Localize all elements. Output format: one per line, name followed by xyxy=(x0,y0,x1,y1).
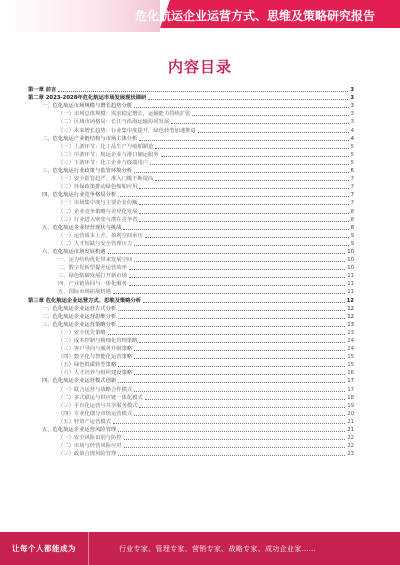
toc-leader-dots xyxy=(139,213,348,214)
toc-leader-dots xyxy=(118,455,345,456)
toc-leader-dots xyxy=(129,277,345,278)
toc-entry[interactable] xyxy=(28,402,354,410)
toc-entry-text: （二）中游环节：航运企业与港口储运服务 xyxy=(58,151,159,158)
toc-entry[interactable] xyxy=(28,394,354,402)
toc-entry[interactable] xyxy=(28,369,354,377)
toc-entry-text: （三）下游环节：化工企业与终端用户 xyxy=(58,159,149,166)
toc-page-number: 6 xyxy=(350,168,354,175)
toc-entry[interactable] xyxy=(28,135,354,143)
toc-page-number: 5 xyxy=(350,159,354,166)
toc-page-number: 11 xyxy=(347,273,354,280)
toc-page-number: 20 xyxy=(347,410,354,417)
footer-slogan: 行业专家、管理专家、营销专家、战略专家、成功企业家…… xyxy=(119,544,317,553)
toc-entry-text: （二）市场与经营风险应对 xyxy=(58,443,122,450)
toc-entry[interactable] xyxy=(28,126,354,134)
toc-leader-dots xyxy=(118,366,345,367)
toc-leader-dots xyxy=(134,350,345,351)
toc-entry[interactable] xyxy=(28,216,354,224)
toc-entry[interactable] xyxy=(28,426,354,434)
toc-entry[interactable] xyxy=(28,183,354,191)
toc-page-number: 17 xyxy=(347,378,354,385)
toc-page-number: 14 xyxy=(347,346,354,353)
toc-leader-dots xyxy=(145,399,345,400)
toc-page-number: 7 xyxy=(350,184,354,191)
toc-entry[interactable] xyxy=(28,159,354,167)
toc-entry[interactable] xyxy=(28,321,354,329)
toc-entry-text: （二）多式联运与供应链一体化模式 xyxy=(58,394,143,401)
toc-page-number: 4 xyxy=(350,127,354,134)
toc-leader-dots xyxy=(161,156,349,157)
toc-entry[interactable] xyxy=(28,337,354,345)
toc-leader-dots xyxy=(134,245,348,246)
toc-page-number: 7 xyxy=(350,176,354,183)
toc-leader-dots xyxy=(139,188,348,189)
toc-page-number: 22 xyxy=(347,435,354,442)
toc-entry-text: （一）市场集中度与主要企业份额 xyxy=(58,200,138,207)
toc-entry[interactable] xyxy=(28,175,354,183)
toc-entry[interactable] xyxy=(28,442,354,450)
toc-leader-dots xyxy=(134,172,349,173)
toc-leader-dots xyxy=(139,140,348,141)
toc-entry[interactable] xyxy=(28,361,354,369)
toc-entry[interactable] xyxy=(28,272,354,280)
toc-entry-text: 二、危化航运产业链结构与市场主体分析 xyxy=(42,135,138,142)
toc-entry[interactable] xyxy=(28,151,354,159)
toc-leader-dots xyxy=(113,293,345,294)
toc-page-number: 15 xyxy=(347,362,354,369)
toc-entry-text: （四）专业化细分市场运营模式 xyxy=(58,410,133,417)
toc-page-number: 7 xyxy=(350,192,354,199)
toc-leader-dots xyxy=(123,229,348,230)
toc-entry[interactable] xyxy=(28,118,354,126)
toc-entry[interactable] xyxy=(28,207,354,215)
toc-page-number: 9 xyxy=(350,240,354,247)
toc-page-number: 18 xyxy=(347,394,354,401)
toc-leader-dots xyxy=(139,407,345,408)
toc-entry-text: （二）区域市场格局：长江与沿海运输协同发展 xyxy=(58,119,170,126)
toc-leader-dots xyxy=(118,310,345,311)
toc-leader-dots xyxy=(198,132,349,133)
toc-leader-dots xyxy=(155,148,348,149)
toc-entry-text: （三）客户导向与服务升级策略 xyxy=(58,346,133,353)
toc-leader-dots xyxy=(171,123,348,124)
toc-entry[interactable] xyxy=(28,329,354,337)
toc-entry[interactable] xyxy=(28,264,354,272)
toc-entry-text: （二）环保政策推动绿色船舶应用 xyxy=(58,184,138,191)
toc-entry[interactable] xyxy=(28,110,354,118)
report-title: 危化航运企业运营方式、思维及策略研究报告 xyxy=(134,9,375,23)
toc-leader-dots xyxy=(108,334,346,335)
toc-entry-text: 一、危化航运企业运营方式分析 xyxy=(42,305,117,312)
toc-entry-text: 第三章 危化航运企业运营方式、思维及策略分析 xyxy=(28,297,142,304)
toc-entry-text: 三、绿色低碳发展打开新市场 xyxy=(58,273,127,280)
toc-page-number: 10 xyxy=(347,257,354,264)
toc-entry-text: （二）人才短缺与安全管理压力 xyxy=(58,240,133,247)
toc-entry-text: 三、危化航运行业政策与监管环境分析 xyxy=(42,168,133,175)
toc-page-number: 21 xyxy=(347,427,354,434)
toc-leader-dots xyxy=(129,285,345,286)
toc-leader-dots xyxy=(148,99,348,100)
toc-entry-text: （三）未来增长趋势：行业集中度提升，绿色转型加速推进 xyxy=(58,127,196,134)
toc-page-number: 14 xyxy=(347,338,354,344)
toc-page-number: 8 xyxy=(350,224,354,231)
toc-page-number: 19 xyxy=(347,402,354,409)
toc-page-number: 3 xyxy=(350,119,354,126)
toc-entry[interactable] xyxy=(28,288,354,296)
toc-page-number: 8 xyxy=(350,208,354,215)
toc-leader-dots xyxy=(118,431,345,432)
toc-entry[interactable] xyxy=(28,232,354,240)
toc-page-number: 22 xyxy=(347,443,354,450)
toc-page-number: 5 xyxy=(350,151,354,158)
toc-entry-text: （一）安全监管趋严，准入门槛不断提高 xyxy=(58,176,154,183)
toc-entry[interactable] xyxy=(28,224,354,232)
toc-page-number: 11 xyxy=(347,281,354,288)
toc-page-number: 21 xyxy=(347,418,354,425)
toc-page-number: 12 xyxy=(347,305,354,312)
toc-leader-dots xyxy=(134,391,345,392)
toc-entry-text: （二）成本控制与精细化管理策略 xyxy=(58,338,138,344)
toc-entry-text: （三）平台化运营与共享服务模式 xyxy=(58,402,138,409)
toc-entry-text: 第二章 2023-2028年危化航运市场发展现状调研 xyxy=(28,95,147,102)
toc-page-number: 12 xyxy=(347,313,354,320)
toc-page-number: 3 xyxy=(350,95,354,102)
toc-entry-text: 第一章 前言 xyxy=(28,87,57,94)
toc-entry[interactable] xyxy=(28,256,354,264)
toc-page-number: 17 xyxy=(347,386,354,393)
page-footer xyxy=(0,532,400,565)
toc-page-number: 13 xyxy=(347,329,354,336)
toc-entry[interactable] xyxy=(28,410,354,418)
toc-entry-text: 五、国际市场拓展机遇 xyxy=(58,289,111,296)
toc-page-number: 10 xyxy=(347,248,354,255)
toc-entry-text: （一）运营成本上升，盈利空间承压 xyxy=(58,232,143,239)
toc-entry[interactable] xyxy=(28,191,354,199)
toc-leader-dots xyxy=(139,342,345,343)
toc-entry-text: （一）市场总体规模：需求稳定增长，运输能力持续扩张 xyxy=(58,111,191,118)
toc-page-number: 3 xyxy=(350,111,354,118)
toc-page-number: 23 xyxy=(347,451,354,458)
toc-leader-dots xyxy=(192,115,348,116)
toc-page-number: 10 xyxy=(347,265,354,272)
toc-leader-dots xyxy=(118,382,345,383)
toc-leader-dots xyxy=(134,261,345,262)
toc-entry-text: 六、危化航运市场发展机遇 xyxy=(42,248,106,255)
toc-entry[interactable] xyxy=(28,450,354,458)
toc-entry-text: （五）绿色低碳转型策略 xyxy=(58,362,117,369)
toc-leader-dots xyxy=(118,318,345,319)
toc-leader-dots xyxy=(143,302,345,303)
toc-entry-text: 三、危化航运企业运营策略分析 xyxy=(42,321,117,328)
toc-page-number: 3 xyxy=(350,103,354,110)
toc-entry[interactable] xyxy=(28,418,354,426)
toc-entry-text: （四）数字化与智能化运营策略 xyxy=(58,354,133,361)
toc-leader-dots xyxy=(108,253,346,254)
toc-page-number: 7 xyxy=(350,200,354,207)
toc-leader-dots xyxy=(124,447,346,448)
toc-page-number: 9 xyxy=(350,232,354,239)
toc-entry-text: （一）联合运营与战略合作模式 xyxy=(58,386,133,393)
toc-page-number: 16 xyxy=(347,370,354,377)
toc-entry-text: （五）轻资产运营模式 xyxy=(58,418,111,425)
toc-entry-text: 二、危化航运企业运营思维分析 xyxy=(42,313,117,320)
toc-entry-text: 四、产业链协同与一体化服务 xyxy=(58,281,127,288)
toc-leader-dots xyxy=(113,423,345,424)
toc-entry[interactable] xyxy=(28,280,354,288)
toc-entry-text: 四、危化航运行业竞争格局分析 xyxy=(42,192,117,199)
toc-leader-dots xyxy=(129,269,345,270)
toc-entry-text: （二）企业竞争策略与差异化发展 xyxy=(58,208,138,215)
toc-entry-text: 五、危化航运企业经营现状与挑战 xyxy=(42,224,122,231)
toc-entry[interactable] xyxy=(28,377,354,385)
toc-page-number: 4 xyxy=(350,135,354,142)
toc-entry-text: 一、运力结构优化带来发展空间 xyxy=(58,257,133,264)
toc-entry[interactable] xyxy=(28,86,354,94)
toc-entry[interactable] xyxy=(28,345,354,353)
toc-entry[interactable] xyxy=(28,143,354,151)
toc-entry[interactable] xyxy=(28,353,354,361)
toc-entry-text: 五、危化航运企业运营风险管理 xyxy=(42,427,117,434)
toc-leader-dots xyxy=(134,107,349,108)
toc-entry-text: 二、数字化转型提升运营效率 xyxy=(58,265,127,272)
footer-logo-text: 让每个人都能成为 xyxy=(0,532,89,565)
toc-leader-dots xyxy=(118,326,345,327)
toc-page-number: 3 xyxy=(350,87,354,94)
toc-leader-dots xyxy=(155,180,348,181)
toc-entry[interactable] xyxy=(28,199,354,207)
toc-entry[interactable] xyxy=(28,305,354,313)
toc-page-number: 12 xyxy=(346,297,354,304)
table-of-contents xyxy=(28,86,354,458)
toc-leader-dots xyxy=(124,439,346,440)
toc-leader-dots xyxy=(118,196,348,197)
toc-entry-text: （六）人才培养与组织建设策略 xyxy=(58,370,133,377)
toc-page-number: 11 xyxy=(347,289,354,296)
toc-leader-dots xyxy=(134,415,345,416)
toc-leader-dots xyxy=(150,164,349,165)
toc-page-number: 13 xyxy=(347,321,354,328)
toc-entry-text: 一、危化航运市场规模与增长趋势分析 xyxy=(42,103,133,110)
toc-entry-text: （一）安全优先策略 xyxy=(58,329,106,336)
toc-entry[interactable] xyxy=(28,94,354,102)
toc-page-number: 5 xyxy=(350,143,354,150)
toc-heading: 内容目录 xyxy=(167,58,232,76)
toc-entry-text: （一）上游环节：化工品生产与船舶制造 xyxy=(58,143,154,150)
toc-entry-text: （一）安全风险识别与防控 xyxy=(58,435,122,442)
toc-leader-dots xyxy=(134,358,345,359)
toc-entry-text: 四、危化航运企业运营模式创新 xyxy=(42,378,117,385)
toc-entry[interactable] xyxy=(28,434,354,442)
toc-entry[interactable] xyxy=(28,385,354,393)
toc-entry[interactable] xyxy=(28,240,354,248)
toc-page-number: 15 xyxy=(347,354,354,361)
toc-entry[interactable] xyxy=(28,313,354,321)
toc-entry-text: （三）政策合规风险管理 xyxy=(58,451,117,458)
toc-entry[interactable] xyxy=(28,248,354,256)
toc-entry-text: （三）行业进入壁垒与潜在竞争者 xyxy=(58,216,138,223)
toc-entry[interactable] xyxy=(28,102,354,110)
toc-leader-dots xyxy=(139,221,348,222)
toc-leader-dots xyxy=(58,91,348,92)
toc-leader-dots xyxy=(134,374,345,375)
toc-leader-dots xyxy=(145,237,349,238)
toc-entry[interactable] xyxy=(28,296,354,304)
toc-page-number: 8 xyxy=(350,216,354,223)
toc-leader-dots xyxy=(139,204,348,205)
toc-entry[interactable] xyxy=(28,167,354,175)
